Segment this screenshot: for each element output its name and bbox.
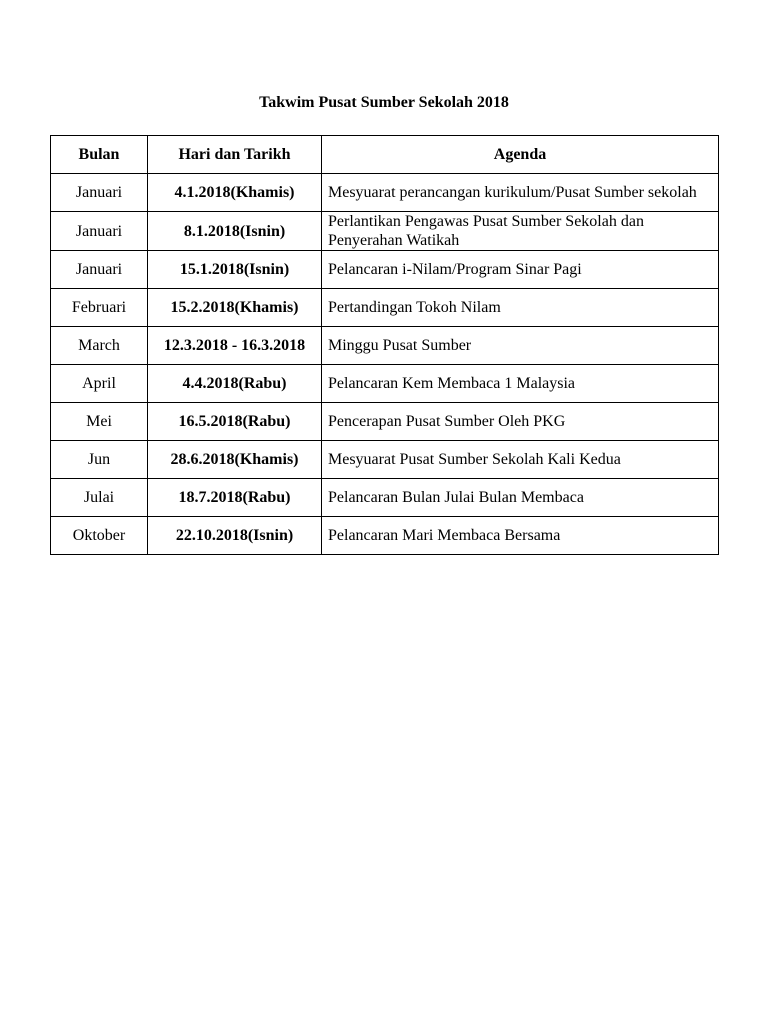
schedule-table xyxy=(50,135,719,555)
table-row xyxy=(51,212,719,251)
table-row xyxy=(51,403,719,441)
cell-month: April xyxy=(51,365,148,403)
cell-agenda: Perlantikan Pengawas Pusat Sumber Sekolah dan Penyerahan Watikah xyxy=(322,212,719,251)
cell-date: 15.2.2018(Khamis) xyxy=(148,289,322,327)
cell-agenda: Pencerapan Pusat Sumber Oleh PKG xyxy=(322,403,719,441)
cell-date: 16.5.2018(Rabu) xyxy=(148,403,322,441)
cell-month: Januari xyxy=(51,212,148,251)
cell-month: Februari xyxy=(51,289,148,327)
cell-month: March xyxy=(51,327,148,365)
cell-agenda: Pertandingan Tokoh Nilam xyxy=(322,289,719,327)
cell-month: Jun xyxy=(51,441,148,479)
table-header-row xyxy=(51,136,719,174)
cell-agenda: Minggu Pusat Sumber xyxy=(322,327,719,365)
cell-date: 4.4.2018(Rabu) xyxy=(148,365,322,403)
cell-date: 28.6.2018(Khamis) xyxy=(148,441,322,479)
table-row xyxy=(51,327,719,365)
cell-month: Januari xyxy=(51,174,148,212)
table-row xyxy=(51,251,719,289)
cell-month: Oktober xyxy=(51,517,148,555)
cell-agenda: Pelancaran i-Nilam/Program Sinar Pagi xyxy=(322,251,719,289)
cell-date: 8.1.2018(Isnin) xyxy=(148,212,322,251)
table-row xyxy=(51,289,719,327)
table-row xyxy=(51,441,719,479)
cell-date: 12.3.2018 - 16.3.2018 xyxy=(148,327,322,365)
cell-month: Januari xyxy=(51,251,148,289)
cell-date: 22.10.2018(Isnin) xyxy=(148,517,322,555)
header-date: Hari dan Tarikh xyxy=(148,136,322,174)
cell-agenda: Mesyuarat perancangan kurikulum/Pusat Sumber sekolah xyxy=(322,174,719,212)
page-title: Takwim Pusat Sumber Sekolah 2018 xyxy=(259,94,509,111)
table-row xyxy=(51,365,719,403)
header-agenda: Agenda xyxy=(322,136,719,174)
table-row xyxy=(51,517,719,555)
header-month: Bulan xyxy=(51,136,148,174)
table-row xyxy=(51,479,719,517)
cell-agenda: Pelancaran Kem Membaca 1 Malaysia xyxy=(322,365,719,403)
cell-date: 15.1.2018(Isnin) xyxy=(148,251,322,289)
cell-date: 4.1.2018(Khamis) xyxy=(148,174,322,212)
cell-month: Julai xyxy=(51,479,148,517)
cell-month: Mei xyxy=(51,403,148,441)
cell-agenda: Pelancaran Mari Membaca Bersama xyxy=(322,517,719,555)
cell-agenda: Pelancaran Bulan Julai Bulan Membaca xyxy=(322,479,719,517)
cell-agenda: Mesyuarat Pusat Sumber Sekolah Kali Kedua xyxy=(322,441,719,479)
cell-date: 18.7.2018(Rabu) xyxy=(148,479,322,517)
table-row xyxy=(51,174,719,212)
